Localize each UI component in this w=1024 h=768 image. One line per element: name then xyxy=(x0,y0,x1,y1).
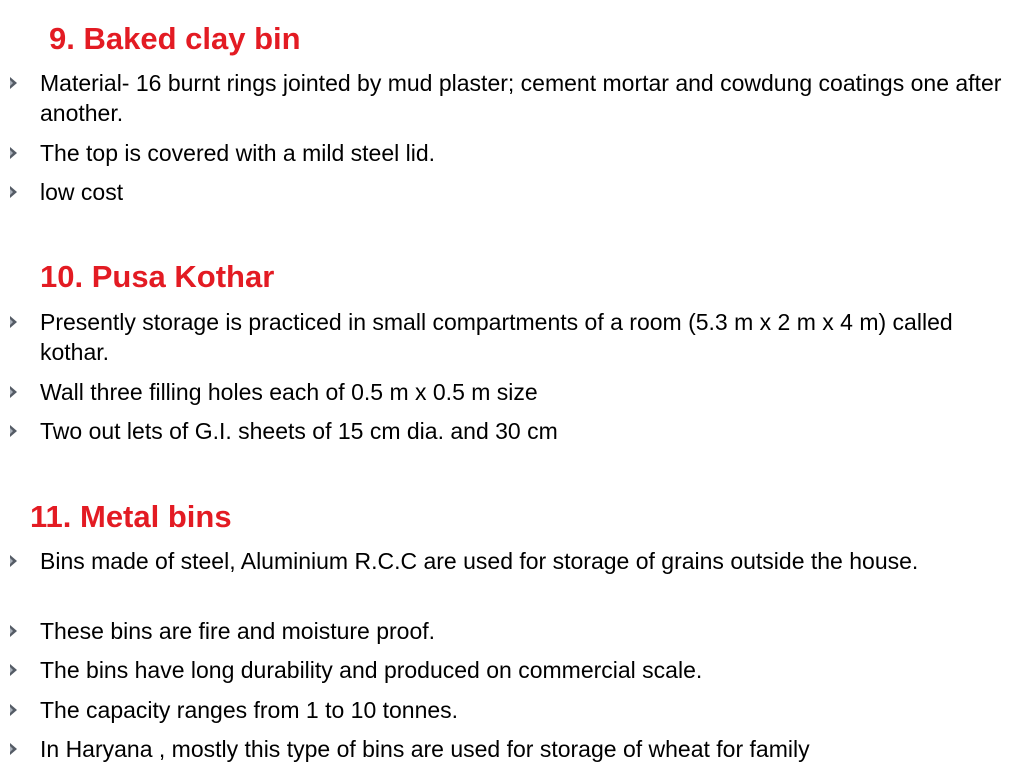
triangle-right-icon xyxy=(10,386,17,398)
triangle-right-icon xyxy=(10,77,17,89)
section-11-bullet-4 xyxy=(40,695,1015,725)
section-9-bullet-3 xyxy=(40,177,1015,207)
bullet-text: The bins have long durability and produced on commercial scale. xyxy=(40,657,703,683)
bullet-text: Two out lets of G.I. sheets of 15 cm dia. and 30 cm xyxy=(40,418,558,444)
triangle-right-icon xyxy=(10,555,17,567)
triangle-right-icon xyxy=(10,704,17,716)
bullet-text: The capacity ranges from 1 to 10 tonnes. xyxy=(40,697,459,723)
bullet-text: Material- 16 burnt rings jointed by mud plaster; cement mortar and cowdung coatings one after another. xyxy=(40,70,1002,126)
bullet-text: Wall three filling holes each of 0.5 m x 0.5 m size xyxy=(40,379,538,405)
section-11-bullet-2 xyxy=(40,616,1015,646)
triangle-right-icon xyxy=(10,625,17,637)
triangle-right-icon xyxy=(10,425,17,437)
triangle-right-icon xyxy=(10,147,17,159)
triangle-right-icon xyxy=(10,664,17,676)
bullet-text: The top is covered with a mild steel lid. xyxy=(40,140,436,166)
bullet-text: low cost xyxy=(40,179,124,205)
section-10-heading: 10. Pusa Kothar xyxy=(40,259,275,294)
bullet-text: These bins are fire and moisture proof. xyxy=(40,618,436,644)
triangle-right-icon xyxy=(10,316,17,328)
section-10-bullet-1 xyxy=(40,307,1015,367)
section-11-bullet-5 xyxy=(40,734,1015,764)
section-10-bullet-3 xyxy=(40,416,1015,446)
bullet-text: Bins made of steel, Aluminium R.C.C are used for storage of grains outside the house. xyxy=(40,548,919,574)
triangle-right-icon xyxy=(10,743,17,755)
section-11-heading: 11. Metal bins xyxy=(30,499,232,534)
section-9-heading: 9. Baked clay bin xyxy=(49,21,301,56)
section-10-bullet-2 xyxy=(40,377,1015,407)
bullet-text: In Haryana , mostly this type of bins are used for storage of wheat for family xyxy=(40,736,810,762)
section-11-bullet-3 xyxy=(40,655,1015,685)
triangle-right-icon xyxy=(10,186,17,198)
section-9-bullet-1 xyxy=(40,68,1015,128)
section-9-bullet-2 xyxy=(40,138,1015,168)
section-11-bullet-1 xyxy=(40,546,1015,576)
bullet-text: Presently storage is practiced in small compartments of a room (5.3 m x 2 m x 4 m) called kothar. xyxy=(40,309,953,365)
